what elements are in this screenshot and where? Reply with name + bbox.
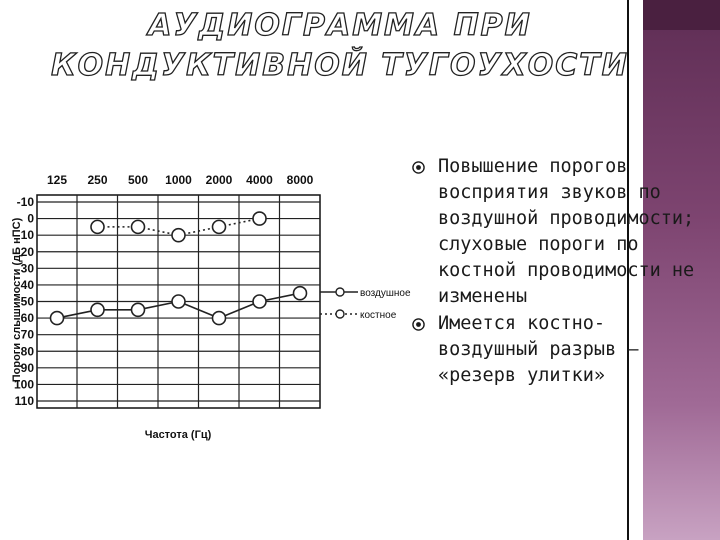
y-tick-label: 90 — [20, 360, 34, 375]
bullet-text: Повышение порогов восприятия звуков по воздушной проводимости; слуховые пороги по костной проводимости не изменены — [438, 156, 695, 307]
x-tick-label: 500 — [127, 173, 149, 187]
bone-point — [172, 229, 185, 242]
title-line-1: АУДИОГРАММА ПРИ — [148, 8, 532, 43]
x-tick-label: 4000 — [246, 173, 273, 187]
bone-point — [213, 220, 226, 233]
x-tick-label: 8000 — [286, 173, 314, 187]
bullet-item — [410, 154, 700, 310]
x-axis-title: Частота (Гц) — [144, 429, 212, 441]
title-line-2: КОНДУКТИВНОЙ ТУГОУХОСТИ — [51, 48, 629, 83]
x-tick-label: 2000 — [205, 173, 233, 187]
y-tick-label: 10 — [20, 228, 34, 243]
y-tick-label: 60 — [20, 311, 34, 326]
air-point — [51, 312, 64, 325]
y-tick-label: 20 — [20, 244, 34, 259]
bullet-list — [410, 154, 700, 390]
bullet-item — [410, 311, 700, 389]
x-tick-label: 250 — [87, 173, 108, 187]
y-tick-label: 40 — [20, 277, 34, 292]
y-tick-label: 110 — [14, 394, 34, 408]
air-point — [91, 303, 104, 316]
y-tick-label: 80 — [20, 344, 34, 359]
legend-marker — [336, 310, 344, 318]
y-tick-label: -10 — [16, 195, 34, 209]
air-point — [172, 295, 185, 308]
air-point — [213, 312, 226, 325]
legend-label: воздушное — [360, 288, 411, 299]
legend-label: костное — [360, 310, 397, 321]
x-tick-label: 1000 — [165, 173, 192, 187]
air-point — [294, 287, 307, 300]
y-tick-label: 100 — [13, 377, 34, 392]
x-tick-label: 125 — [46, 173, 68, 187]
target-bullet-icon — [412, 318, 425, 331]
bone-point — [253, 212, 266, 225]
air-point — [132, 303, 145, 316]
y-tick-label: 70 — [20, 327, 34, 342]
bullet-text: Имеется костно-воздушный разрыв — «резерв улитки» — [438, 313, 639, 386]
y-axis-title: Пороги слышимости (дБ нПС) — [11, 217, 23, 383]
legend-marker — [336, 288, 344, 296]
bone-point — [132, 220, 145, 233]
air-point — [253, 295, 266, 308]
y-tick-label: 30 — [20, 261, 34, 276]
y-tick-label: 0 — [27, 211, 34, 226]
chart-legend — [320, 288, 411, 321]
bone-point — [91, 220, 104, 233]
y-tick-label: 50 — [20, 294, 34, 309]
target-bullet-icon — [412, 161, 425, 174]
